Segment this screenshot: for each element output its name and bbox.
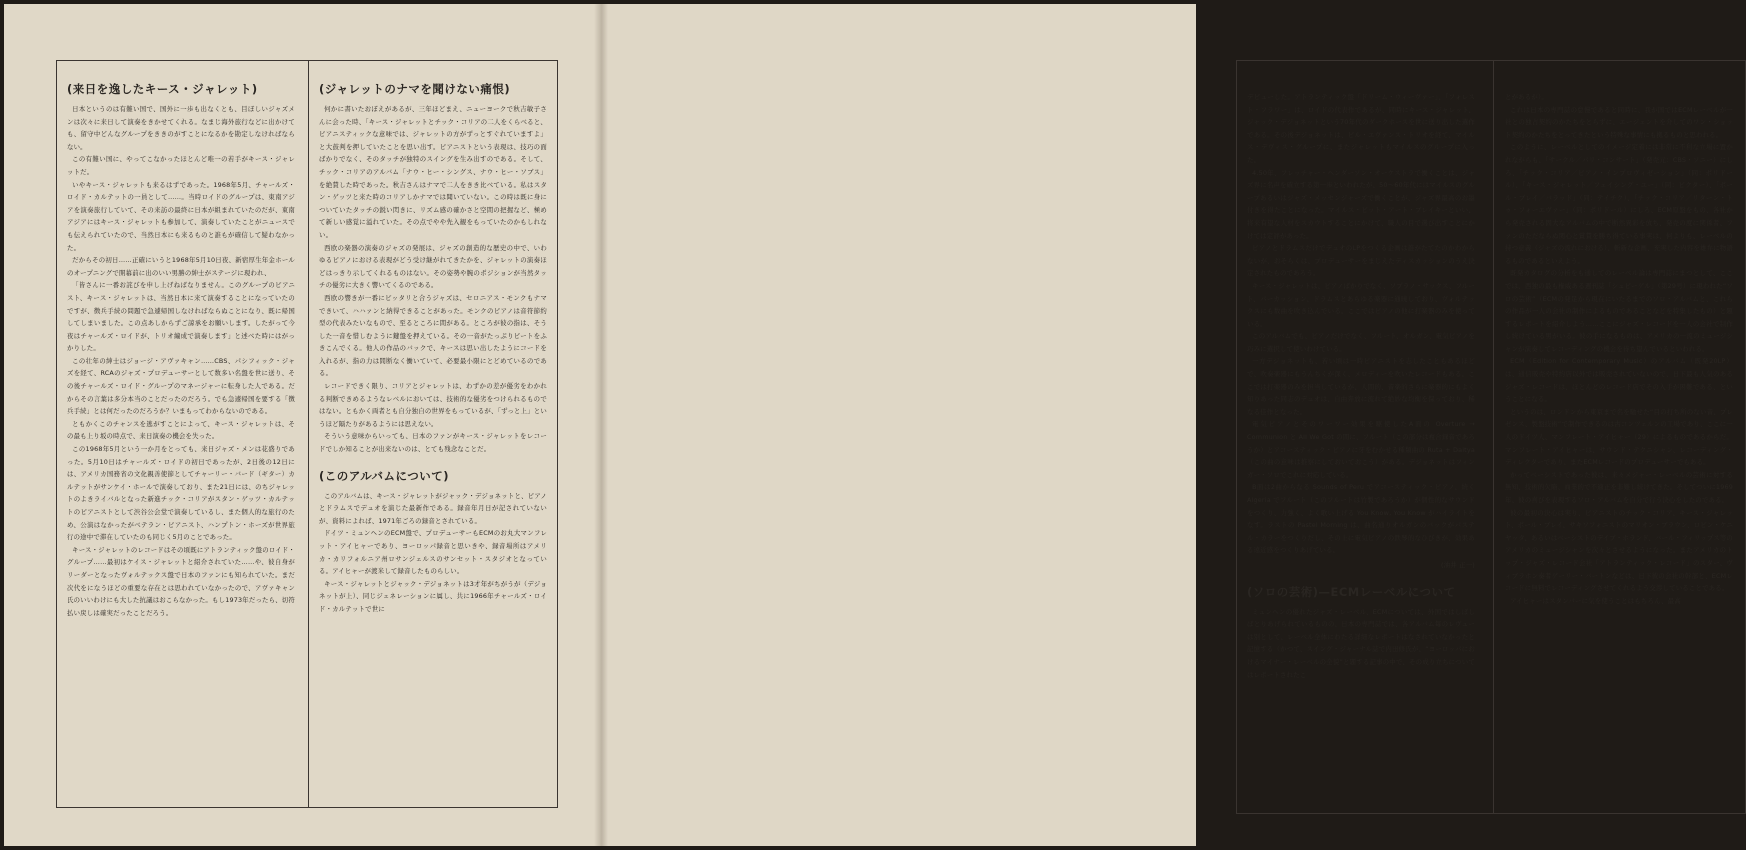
paragraph: 何かに書いたおぼえがあるが、三年ほどまえ、ニューヨークで秋吉敏子さんに会った時、「キース・ジャレットとチック・コリアの二人をくらべると、ピアニスティックな意味では、ジャレットの方がずっとすぐれていますよ」と大鼓判を押していたことを思い出す。ピアニストという表現は、技巧の面ばかりでなく、そのタッチが独特のスイングを生み出すのである。そして、チック・コリアのアルバム「ナウ・ヒー・シングス、ナウ・ヒー・ソブス」を絶賛した時であった。秋吉さんはナマで二人をきき比べている。私はスタン・ゲッツと来た時のコリアしかナマでは聞いていない。この時は既に身についていたタッチの鋭い閃きに、リズム感の確かさと空間の把握など、極めて新しい感覚に溢れていた。その点でやや先入観をもっていたのかもしれない。 [319, 105, 547, 239]
paragraph: キース・ジャレットとジャック・デジョネットは3才年がちがうが（デジョネットが上）、同じジェネレーションに属し、共に1966年チャールズ・ロイド・カルテットで世に [319, 579, 547, 613]
section-heading-keith-missed-japan: (来日を逸したキース・ジャレット) [67, 82, 258, 96]
left-column-1 [67, 69, 295, 779]
paragraph: キース・ジャレットのレコードはその頃既にアトランティック盤のロイド・グループ……最初はケイス・ジャレットと紹介されていた……や、彼自身がリーダーとなったヴォルテックス盤で日本のファンにも知られていた。まだ次代をになうほどの重要な存在とは思われていなかったので、アヴァキャン氏のいいわけにも大した抗議はおこらなかった。もし1973年だったら、切符払い戻しは確実だったことだろう。 [67, 545, 295, 617]
paragraph: 電気ピアノとそのワーワー効果を駆使したA面の Overture → Communion と All We Got の間に、フルート（この部分は複合録音であろうか）とアコースティック・ピアノに牙をむかせる種類曲の Ruta + Daitya（この曲の意味は推察にしておいておこう）がある。デジョネットはフィンガー・ソロでこれに対応している。 [1247, 420, 1475, 479]
paragraph: ドイツ・ミュンヘンのECM盤で、プロデューサーもECMのお丸大マンフレット・アイヒャーであり、ヨーロッパ録音と思いきや、録音場所はアメリカ・カリフォルニア州ロサンジェルスのサンセット・スタジオとなっている。アイヒャーが渡米して録音したものらしい。 [319, 529, 547, 576]
left-page-frame [56, 60, 558, 808]
paragraph: デビューした。アトランティック盤「ドリーム・ウィーヴァー」、「フォレスト・フラワー」は、ロイドの代表作であるが、同時にキース・ジャレット、ジャック・デジョネットという70年代のダークホースを世に送り出した選作である。その後デジョネットは、ビル・エヴァンス・トリオを経て、マイルス・デヴィス・グループに、またジャレットもマイルスのグループに入った。 [1247, 93, 1475, 164]
paragraph: このアルバムでも、ピアノだけでなく、フルート、オルガン、電気ピアノを巧みに選択して使いわけている。 [1247, 332, 1475, 353]
paragraph: いやキース・ジャレットも来るはずであった。1968年5月、チャールズ・ロイド・カルテットの一員として……。当時ロイドのグループは、東南アジアを演奏旅行していて、その来訪の最終に日本が組まれていたのだが、東南アジアにはキース・ジャレットも参加して、演奏していたことがニュースでも伝えられていたので、当然日本にも来るものと誰もが確信して疑わなかった。 [67, 180, 295, 252]
paragraph: とがあるが）。 [1505, 93, 1548, 101]
author-signature: (油井 正一) [1441, 560, 1475, 569]
paragraph: 西欧の楽器の演奏のジャズの発展は、ジャズの創造的な歴史の中で、いわゆるピアノにおける表現がどう受け継がれてきたかを、ジャレットの演奏ほどはっきり示してくれるものはない。その姿勢や腕のポジションが当然タッチの優劣に大きく響いてくるのである。 [319, 243, 547, 290]
paragraph: 一方デジョネットも、若い頃は一時ピアニストを志したこともあるほどで、吹奏楽器にもうんちくが深く、メロディーを吹いたレコードもある。ここでは打楽器のみを担当しているが、人間的、音楽的さらに楽器的にもよく知りあった同志のデュオは、自由奔放に流れて絶妙な均衡を保っており、稀なる佳作となった。 [1247, 357, 1475, 416]
center-fold [594, 4, 608, 846]
paragraph: 既発カタログの分析をも通してのレーベル論は専門誌にまつとして、ここでは、西独の最も権威ある週刊誌「シュピーゲル」（第29号）に現われた“ソロの芸術”（ECMの発足から現在にいたるまでのソロ・アルバムと、これらの作品が一人の会社の制作によるものであることなどを特集したもの）と題するレポートを紹介しよう……ここにジャズ・レコードを一人の会社で制作し続けている男がいる。彼の手になるものは、アメリカの一流のミュージシャンが演奏してレコーディングの機会を待ち望んでいるといわれる。 [1505, 269, 1733, 353]
paragraph: 西欧の響きが一番にピッタリと合うジャズは、セロニアス・モンクもナマできいて、ハハァンと納得できることがあった。モンクのピアノは音符節約型の代表みたいなもので、至るところに間がある。ところが彼の指は、そうした一音を惜しむように鍵盤を押えている。その一音がたっぷりビートをふきこんでくる。他人の作品のバックで、キースは思い出したようにコードを入れるが、指の力は間断なく働いていて、必要最小限にとどめているのである。 [319, 293, 547, 378]
paragraph: ともかくこのチャンスを逃がすことによって、キース・ジャレットは、その最も上り坂の時点で、来日演奏の機会を失った。 [67, 419, 295, 441]
right-page [600, 4, 1733, 846]
paragraph: レコードできく限り、コリアとジャレットは、わずかの差が優劣をわかれる判断できめるようなレベルにおいては、技術的な優劣をつけられるものではない。ともかく両者とも自分独自の世界をもっているが、「ずっと上」というほど隔たりがあるようには思えない。 [319, 382, 547, 428]
right-column-divider [1493, 61, 1494, 813]
paragraph: だからその初日……正確にいうと1968年5月10日夜、新宿厚生年金ホールのオープニングで開幕前に出のいい男勝の紳士がステージに現われ、 [67, 256, 295, 277]
paragraph: このアルバムは、キース・ジャレットがジャック・デジョネットと、ピアノとドラムスでデュオを演じた最新作である。録音年月日が記されていないが、資料によれば、1971年ごろの録音とされている。 [319, 491, 547, 525]
section-heading-ecm-label: (ソロの芸術)—ECMレーベルについて [1247, 584, 1456, 599]
paragraph: 日本というのは有難い国で、国外に一歩も出なくとも、目ぼしいジャズメンは次々に来日して演奏をきかせてくれる。なまじ海外旅行などに出かけても、留守中どんなグループをききのがすことになるかを勘定しなければならない。 [67, 105, 295, 151]
left-column-2 [319, 69, 547, 779]
right-column-1 [1247, 91, 1475, 807]
paragraph: そういう意味からいっても、日本のファンがキース・ジャレットをレコードでしか知ることが出来ないのは、とても残念なことだ。 [319, 432, 547, 454]
paragraph: キース・ジャレットは、ピアノばかりでなく、ソプラノ・サックス、フルート、パーカッション、ドラムスとあらゆる楽器に通暁しており、ヴォルテックスにも数曲を吹き込んでいる。ここではピアノの他に打楽器のみを使っている。 [1247, 281, 1475, 328]
paragraph: 彼の最初の決心は実り、ピアニストのチック・コリア、キース・ジャレット、ポール・ブレイ、サキソフォニストのマリオン・ブラウン、ロビン・ケニヤッタ、あるいはベーシストのデイブ・ホランド、バール・フィリップス等のアメリカのミュージシャンを次々とさせるようになった。またアメリカのトップ・ジャズ・レコード会社「アトランティック・レコード」のスター、ヴィブラホン奏者ゲーリー・バートンなどは、日下彼の会社の幹部と、ECMレコードに無料でレコーディングさせてくれるよう交渉していることである。 [1505, 508, 1733, 593]
right-column-2 [1505, 91, 1733, 807]
paragraph: これは日本の専門誌の怠慢であると同時に、我が国ではECMレーベルが一社との独占契約のかたちをとらずに、エージェントを介してのワン・ショット契約のかたちをとってきたという特殊な事情にも拠るものと思われる。 [1505, 105, 1733, 139]
section-heading-regret-no-live: (ジャレットのナマを聞けない痛恨) [319, 82, 511, 96]
paragraph: 4.50年、フレッチャー・ヘンダーソン・オーケストラで働くことは、ジャズ界に名声を確立する第一歩といわれたが、50〜60年代にはマイルスのグループあるいはジャズ・メッセンジャーズで働くことが、ジャズ界最高のお墨付きを得たことになった。マイルス・ビット・アート・ブレイキーといい、将来有望な人材をスカウトすることにかけて、職人の目で選び出すことにかけては定評があった。 [1247, 168, 1475, 240]
paragraph: アイヒャーはスタンバーに気を使うことはもちろん、最高 [1510, 596, 1681, 605]
paragraph: ピアノとドラムスだけでデュオのLPをつくる企画は誰がたてたのかわからないが、おそらくは、プロデューサーをまじえたディスカッションのうえ決定されたものであろう。 [1247, 244, 1475, 278]
paragraph: 「皆さんに一番お詫びを申し上げねばなりません。このグループのピアニスト、キース・ジャレットは、当然日本に来て演奏することになっていたのですが、徴兵手続の問題で急遽帰国しなければならぬことになり、既に帰国してしまいました。この点あしからずご諒承をお願いします。したがって今夜はチャールズ・ロイドが、トリオ編成で演奏します」と述べた時にはがっかりした。 [67, 281, 295, 353]
paragraph: このように、レーベルとしてのイメージ定着には非常に不利な立場に置かれながらも、「サークル／パリ・コンサート」（発売元：CBS・ソニー）にしろ、「チック・コリア／ピアノ・インプロヴィゼーション」（同：ポリドール）、「キース・ジャレット／フェイシング・ユー」（同：ビクター）、「ポール・ブレイ／バラッド」（同：テイチク）、「チック・コリア／リターン・トゥ・フォーエヴァー」（同：ポリドール）にしろ、ECM原盤をもの、各社から発売される固大なアルバムの中で断然異彩を放ち、発売の度に関係者、ファンのただならぬ関心と賞賛を勝ち得ている事実は、何よりも、レーベルの持つ意義（ジャズの流れにおける）、斬新な企画、充実した内容を雄弁に物語るものであるといえよう。 [1505, 143, 1733, 265]
left-column-divider [308, 61, 309, 807]
paragraph: この1968年5月という一か月をとっても、来日ジャズ・メンは花盛りであった。5月10日はチャールズ・ロイドの初日であったが、2日後の12日には、アメリカ国務省の文化親善使節としてチャーリー・バード（ギター）カルテットがサンケイ・ホールで演奏しており、また21日には、のちジャレットのよきライバルとなった新進チック・コリアがスタン・ゲッツ・カルテットのピアニストとして渋谷公会堂で演奏しているし、また個人的な旅行のため、公演はなかったがベテラン・ピアニスト、ハンプトン・ホーズが世界旅行の途中で滞在していたのも同じく5月のことであった。 [67, 445, 295, 542]
left-page [4, 4, 600, 846]
paragraph: かってベーシストであった彼は、来々メジャー・レーベルの芸術に対する無知、技術的欠陥、商業的で不適正を非難し続けてきた。そしてついに1969年、彼の喜びを表現するソロ・アルバムを自分で行う決心をしたのである。 [1505, 470, 1733, 504]
paragraph: ECM（Edition for Contemporary Music）のアルバム（既発20LP）は、通信販売や特約店以外では販売されていないので、日下最も人気のあるジャズ・レコードは、ほとんどのレコード店でその入手が困難である、ということになる。 [1505, 357, 1733, 404]
paragraph: B面は2曲からなる Sounds of Peru でアコースティック・ピアノ、続く Algeria でフルート（このフルートは竹製であろうか）が個性的なサウンドをつくり、力強く、よく歌い上げる You Know, You Know がハイライトをなす。ラストの Pastel Morning は、曲名通りオルガンのバックがパステル・カラーをつくりだし、その上に電気ピアノの鉄琴的なひびきが、効果ある遠近感をつくりあげている。 [1247, 483, 1475, 555]
paragraph: この壮年の紳士はジョージ・アヴァキャン……CBS、パシフィック・ジャズを経て、RCAのジャズ・プロデューサーとして数多い名盤を世に送り、その後チャールズ・ロイド・グループのマネージャーに転身した人である。だからその言葉は多分本当のことだったのだろう。でも急遽帰国を要する「徴兵手続」とは何だったのだろうか？いまもってわからないのである。 [67, 356, 295, 416]
paragraph: この有難い国に、やってこなかったほとんど唯一の若手がキース・ジャレットだ。 [67, 155, 295, 176]
booklet-spread [4, 4, 1733, 846]
section-heading-about-album: (このアルバムについて) [319, 468, 450, 483]
paragraph: ミュンヘンの優れたジャズ・レーベル、ECMについては、外国ではしばしばとりあげられているものの、日本の専門誌では、各アルバム毎のレヴューは別として、レーベル全体にわたる詳細なレポートはなされていなかったと記憶する（かつて、スイング・ジャーナル誌で内田修氏が、“ヨーロッパにおけるマイナー・レーベルの全貌”と題する記事の中で、その成り立ちについてはレポートされたこ [1247, 607, 1475, 679]
paragraph: というのは、ロンドンから東京まで名を馳せた“目の打ち所のない音、プレゼンス、製盤技術”で制作できるのは古コンツェルンの工場であり、ここに一人のドイツ人、マンフレート・アイヒャー（29）によるものであるからだ。マンフレート・アイヒャーは、サウンド・テクニシャン、レコーディング・ディレクターであり、またECMレコードのプロデューサーでもある。 [1505, 407, 1733, 467]
right-page-frame [1236, 60, 1746, 814]
